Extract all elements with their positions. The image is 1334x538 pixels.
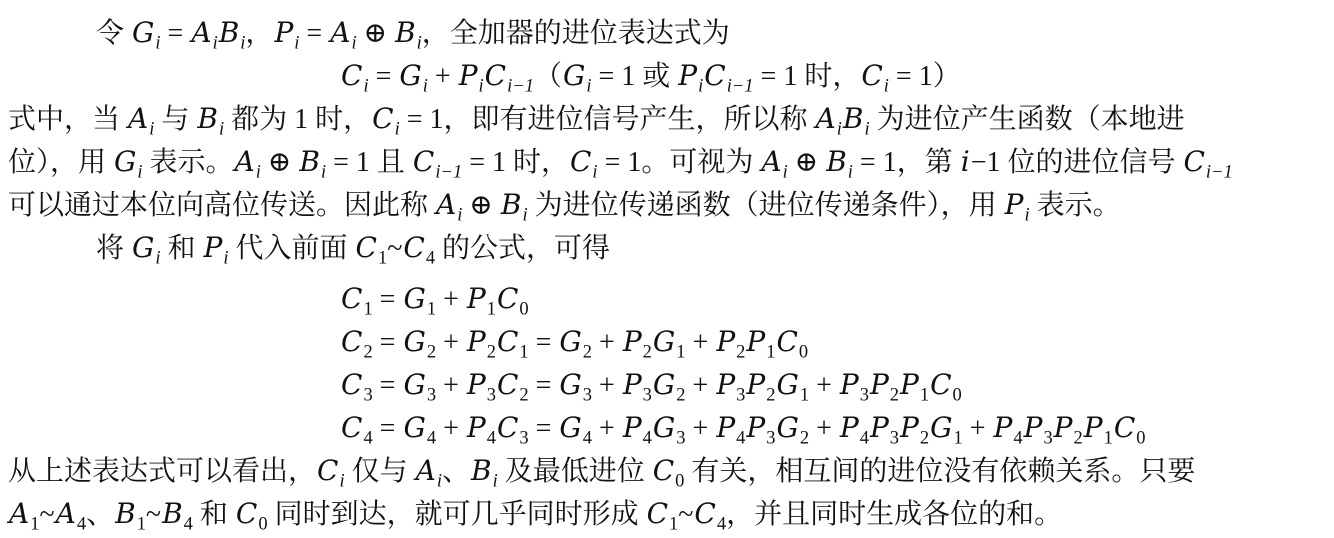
paragraph-line-conclusion-2: $A_1\sim A_4$、$B_1\sim B_4$ 和 $C_0$ 同时到达，就可几乎同时形成 $C_1\sim C_4$，并且同时生成各位的和。 bbox=[9, 497, 1063, 534]
paragraph-line-explain-2: 位），用 $G_i$ 表示。$A_i$ ⊕ $B_i = 1$ 且 $C_{i-1} = 1$ 时，$C_i = 1$。可视为 $A_i$ ⊕ $B_i = 1$，第 i−1 位的进位信号 $C_{i-1}$ bbox=[8, 145, 1233, 182]
formula-line-c3: $C_3 = G_3 + P_3C_2 = G_3 + P_3G_2 + P_3P_2G_1 + P_3P_2P_1C_0$ bbox=[341, 368, 962, 405]
formula-line-c2: $C_2 = G_2 + P_2C_1 = G_2 + P_2G_1 + P_2P_1C_0$ bbox=[341, 325, 809, 362]
paragraph-line-explain-3: 可以通过本位向高位传送。因此称 $A_i$ ⊕ $B_i$ 为进位传递函数（进位传递条件），用 $P_i$ 表示。 bbox=[8, 188, 1121, 225]
paragraph-line-substitute: 将 $G_i$ 和 $P_i$ 代入前面 $C_1\sim C_4$ 的公式，可得 bbox=[96, 231, 611, 268]
paragraph-line-intro: 令 $G_i = A_iB_i$，$P_i = A_i$ ⊕ $B_i$，全加器的进位表达式为 bbox=[96, 16, 730, 53]
paragraph-line-explain-1: 式中，当 $A_i$ 与 $B_i$ 都为 1 时，$C_i = 1$，即有进位信号产生，所以称 $A_iB_i$ 为进位产生函数（本地进 bbox=[8, 102, 1185, 139]
paragraph-line-conclusion-1: 从上述表达式可以看出，$C_i$ 仅与 $A_i$、$B_i$ 及最低进位 $C_0$ 有关，相互间的进位没有依赖关系。只要 bbox=[8, 454, 1196, 491]
formula-line-c1: $C_1 = G_1 + P_1C_0$ bbox=[341, 282, 529, 319]
formula-line-carry-general: $C_i = G_i + P_iC_{i-1}(G_i = 1$ 或 $P_iC_{i-1} = 1$ 时，$C_i = 1$） bbox=[341, 59, 961, 96]
formula-line-c4: $C_4 = G_4 + P_4C_3 = G_4 + P_4G_3 + P_4P_3G_2 + P_4P_3P_2G_1 + P_4P_3P_2P_1C_0$ bbox=[341, 411, 1146, 448]
